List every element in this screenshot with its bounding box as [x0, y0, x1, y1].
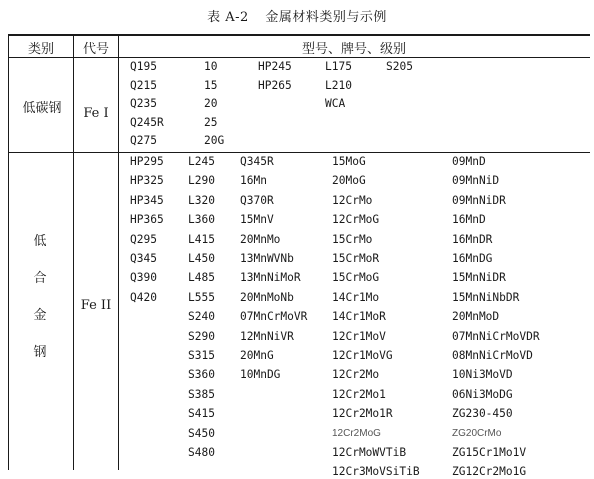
low-alloy-grade: ZG20CrMo — [452, 427, 502, 439]
low-carbon-grade: 20G — [204, 134, 225, 147]
code-fe2: Fe II — [80, 298, 112, 313]
low-alloy-grade: S450 — [188, 426, 215, 440]
low-carbon-grade: 15 — [204, 78, 218, 92]
low-alloy-grade: 09MnNiD — [452, 174, 500, 188]
header-bottom-rule — [8, 57, 590, 58]
low-alloy-grade: 16Mn — [240, 174, 267, 188]
category-low-alloy-char: 钢 — [33, 345, 47, 360]
low-alloy-grade: 16MnDR — [452, 232, 493, 246]
low-alloy-grade: Q295 — [130, 232, 157, 246]
low-alloy-grade: S290 — [188, 329, 215, 343]
low-alloy-grade: S360 — [188, 368, 215, 382]
low-alloy-grade: L290 — [188, 174, 215, 188]
low-alloy-grade: ZG12Cr2Mo1G — [452, 465, 527, 479]
low-alloy-grade: 09MnNiDR — [452, 193, 506, 207]
low-alloy-grade: 20MoG — [332, 174, 366, 188]
low-carbon-grade: WCA — [325, 97, 346, 110]
low-alloy-grade: S415 — [188, 407, 215, 421]
low-carbon-grade: S205 — [386, 60, 413, 73]
low-alloy-grade: 12Cr2MoG — [332, 427, 381, 439]
low-alloy-grade: ZG230-450 — [452, 407, 513, 421]
low-alloy-grade: 12CrMo — [332, 193, 373, 207]
low-alloy-grade: 13MnWVNb — [240, 252, 294, 265]
low-alloy-grade: 14Cr1Mo — [332, 290, 380, 304]
low-alloy-grade: 15MnNiDR — [452, 271, 506, 285]
low-alloy-grade: Q420 — [130, 290, 157, 304]
header-category: 类别 — [27, 42, 54, 57]
low-alloy-grade: 12Cr1MoVG — [332, 349, 393, 362]
low-carbon-grade: HP245 — [258, 60, 292, 73]
low-alloy-grade: 10Ni3MoVD — [452, 368, 513, 382]
low-alloy-grade: 12Cr3MoVSiTiB — [332, 465, 420, 479]
table-number: 表 A-2 — [207, 10, 249, 25]
low-alloy-grade: 12Cr2Mo — [332, 368, 380, 382]
low-alloy-grade: 12Cr2Mo1 — [332, 387, 386, 401]
low-alloy-grade: 20MnMoD — [452, 310, 500, 324]
low-alloy-grade: 15MnNiNbDR — [452, 290, 520, 304]
low-alloy-grade: 09MnD — [452, 155, 486, 168]
low-alloy-grade: 14Cr1MoR — [332, 310, 386, 324]
low-carbon-grade: Q275 — [130, 134, 157, 147]
low-alloy-grade: L415 — [188, 232, 215, 246]
low-alloy-grade: 12Cr1MoV — [332, 329, 386, 343]
low-alloy-grade: 12MnNiVR — [240, 329, 294, 343]
low-alloy-grade: 08MnNiCrMoVD — [452, 349, 533, 362]
low-carbon-grade: 10 — [204, 60, 218, 73]
low-alloy-grade: 12CrMoWVTiB — [332, 446, 407, 459]
low-carbon-grade: 20 — [204, 97, 218, 110]
low-alloy-grade: 15CrMoR — [332, 252, 380, 265]
low-carbon-grade: HP265 — [258, 78, 292, 92]
low-alloy-grade: 16MnDG — [452, 252, 493, 265]
code-fe1: Fe I — [83, 106, 109, 121]
low-alloy-grade: Q345R — [240, 155, 274, 168]
low-alloy-grade: L450 — [188, 252, 215, 265]
low-alloy-grade: 13MnNiMoR — [240, 271, 301, 285]
low-alloy-grade: 15CrMo — [332, 232, 373, 246]
category-low-alloy-char: 低 — [33, 234, 47, 249]
low-carbon-grade: 25 — [204, 115, 218, 129]
low-alloy-grade: S240 — [188, 310, 215, 324]
category-low-alloy-char: 金 — [33, 308, 47, 323]
low-alloy-grade: S385 — [188, 387, 215, 401]
low-alloy-grade: ZG15Cr1Mo1V — [452, 446, 527, 459]
table-title: 金属材料类别与示例 — [265, 10, 387, 25]
row-divider — [8, 152, 590, 153]
low-alloy-grade: 06Ni3MoDG — [452, 387, 513, 401]
low-alloy-grade: L485 — [188, 271, 215, 285]
low-alloy-grade: S480 — [188, 446, 215, 459]
low-alloy-grade: 16MnD — [452, 213, 486, 227]
low-alloy-grade: HP295 — [130, 155, 164, 168]
low-alloy-grade: 15MnV — [240, 213, 274, 227]
low-carbon-grade: Q235 — [130, 97, 157, 110]
table-caption — [0, 6, 594, 25]
low-alloy-grade: 10MnDG — [240, 368, 281, 382]
low-alloy-grade: Q345 — [130, 252, 157, 265]
header-code: 代号 — [82, 42, 109, 57]
low-alloy-grade: L320 — [188, 193, 215, 207]
low-alloy-grade: Q390 — [130, 271, 157, 285]
low-alloy-grade: 12Cr2Mo1R — [332, 407, 393, 421]
low-alloy-grade: 20MnG — [240, 349, 274, 362]
category-low-carbon: 低碳钢 — [22, 101, 62, 116]
low-alloy-grade: HP345 — [130, 193, 164, 207]
low-alloy-grade: L245 — [188, 155, 215, 168]
category-low-alloy-char: 合 — [33, 271, 47, 286]
header-grades: 型号、牌号、级别 — [301, 42, 406, 57]
low-carbon-grade: L175 — [325, 60, 352, 73]
low-alloy-grade: 12CrMoG — [332, 213, 380, 227]
low-alloy-grade: 07MnNiCrMoVDR — [452, 329, 540, 343]
low-alloy-grade: S315 — [188, 349, 215, 362]
low-alloy-grade: 15CrMoG — [332, 271, 380, 285]
low-alloy-grade: Q370R — [240, 193, 274, 207]
low-alloy-grade: 20MnMo — [240, 232, 281, 246]
low-alloy-grade: 20MnMoNb — [240, 290, 294, 304]
low-alloy-grade: L360 — [188, 213, 215, 227]
low-alloy-grade: 07MnCrMoVR — [240, 310, 308, 324]
table-top-border — [8, 34, 590, 36]
column-divider-2 — [118, 34, 119, 470]
low-alloy-grade: L555 — [188, 290, 215, 304]
low-alloy-grade: HP325 — [130, 174, 164, 188]
low-alloy-grade: 15MoG — [332, 155, 366, 168]
low-carbon-grade: Q215 — [130, 78, 157, 92]
low-carbon-grade: Q195 — [130, 60, 157, 73]
low-carbon-grade: L210 — [325, 78, 352, 92]
low-carbon-grade: Q245R — [130, 115, 164, 129]
low-alloy-grade: HP365 — [130, 213, 164, 227]
